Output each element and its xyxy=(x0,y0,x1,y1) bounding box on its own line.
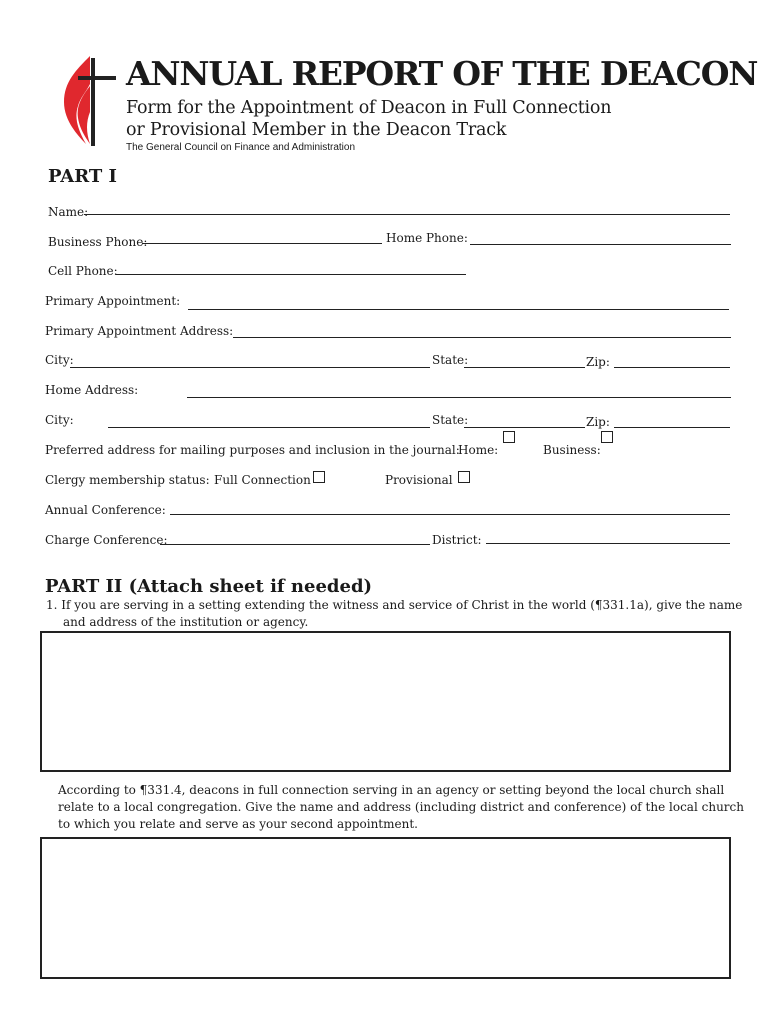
name-field[interactable] xyxy=(84,214,730,215)
provisional-checkbox[interactable] xyxy=(458,471,470,483)
city-label-2: City: xyxy=(45,413,74,427)
primary-appointment-label: Primary Appointment: xyxy=(45,294,181,308)
page-title: ANNUAL REPORT OF THE DEACON xyxy=(126,54,758,93)
business-phone-label: Business Phone: xyxy=(48,235,148,249)
business-checkbox[interactable] xyxy=(601,431,613,443)
name-label: Name: xyxy=(48,205,89,219)
zip-field-2[interactable] xyxy=(614,427,730,428)
zip-label: Zip: xyxy=(586,355,610,369)
question-1-line-1: 1. If you are serving in a setting extending the witness and service of Christ in the world (¶331.1a), give the name xyxy=(46,598,743,612)
home-phone-field[interactable] xyxy=(470,244,731,245)
home-address-label: Home Address: xyxy=(45,383,139,397)
state-field-2[interactable] xyxy=(464,427,585,428)
question-1-line-2: and address of the institution or agency. xyxy=(63,615,309,629)
paragraph-2-line-1: According to ¶331.4, deacons in full connection serving in an agency or setting beyond the local church shall xyxy=(58,783,725,797)
organization-name: The General Council on Finance and Administration xyxy=(126,142,356,153)
district-field[interactable] xyxy=(486,543,730,544)
state-label-2: State: xyxy=(432,413,469,427)
primary-appointment-address-field[interactable] xyxy=(233,337,731,338)
business-phone-field[interactable] xyxy=(142,243,382,244)
cell-phone-label: Cell Phone: xyxy=(48,264,118,278)
local-church-response-box[interactable] xyxy=(40,837,731,979)
full-connection-checkbox[interactable] xyxy=(313,471,325,483)
primary-appointment-address-label: Primary Appointment Address: xyxy=(45,324,234,338)
state-field[interactable] xyxy=(464,367,585,368)
zip-field[interactable] xyxy=(614,367,730,368)
annual-conference-field[interactable] xyxy=(170,514,730,515)
home-address-field[interactable] xyxy=(187,397,731,398)
subtitle-line-1: Form for the Appointment of Deacon in Full Connection xyxy=(126,98,612,118)
home-option-label: Home: xyxy=(458,443,499,457)
clergy-status-label: Clergy membership status: xyxy=(45,473,210,487)
business-option-label: Business: xyxy=(543,443,601,457)
part-1-heading: PART I xyxy=(48,166,117,187)
charge-conference-field[interactable] xyxy=(160,544,430,545)
city-field[interactable] xyxy=(70,367,430,368)
charge-conference-label: Charge Conference: xyxy=(45,533,168,547)
full-connection-label: Full Connection xyxy=(214,473,311,487)
city-field-2[interactable] xyxy=(108,427,430,428)
annual-conference-label: Annual Conference: xyxy=(45,503,166,517)
primary-appointment-field[interactable] xyxy=(188,309,729,310)
zip-label-2: Zip: xyxy=(586,415,610,429)
city-label: City: xyxy=(45,353,74,367)
home-phone-label: Home Phone: xyxy=(386,231,468,245)
home-checkbox[interactable] xyxy=(503,431,515,443)
cross-and-flame-logo xyxy=(56,52,118,147)
provisional-label: Provisional xyxy=(385,473,453,487)
cell-phone-field[interactable] xyxy=(116,274,466,275)
part-2-heading: PART II (Attach sheet if needed) xyxy=(45,576,373,597)
district-label: District: xyxy=(432,533,482,547)
state-label: State: xyxy=(432,353,469,367)
paragraph-2-line-2: relate to a local congregation. Give the name and address (including district and conference) of the local church xyxy=(58,800,744,814)
preferred-address-label: Preferred address for mailing purposes and inclusion in the journal: xyxy=(45,443,460,457)
institution-response-box[interactable] xyxy=(40,631,731,772)
subtitle-line-2: or Provisional Member in the Deacon Track xyxy=(126,120,507,140)
paragraph-2-line-3: to which you relate and serve as your second appointment. xyxy=(58,817,418,831)
